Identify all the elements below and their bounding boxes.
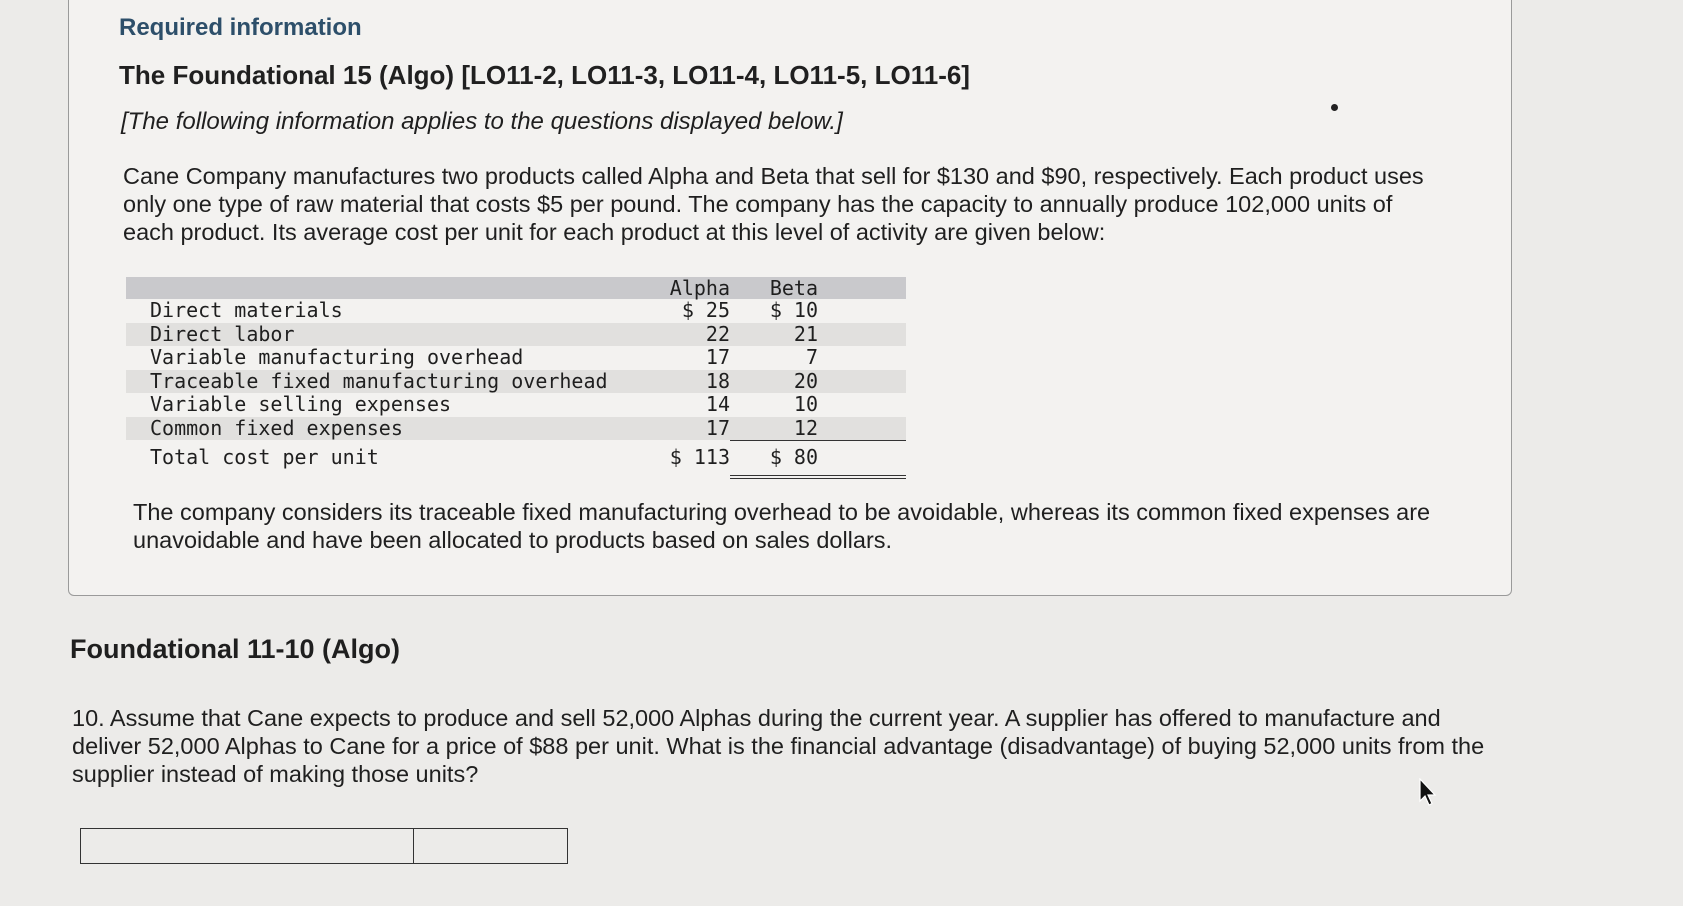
answer-amount-cell[interactable] [414,829,567,863]
answer-row [80,828,568,864]
beta-value: 10 [793,392,818,416]
total-label: Total cost per unit [150,445,379,469]
mouse-pointer-icon [1418,778,1438,808]
answer-amount-input[interactable] [414,829,567,863]
column-header-alpha: Alpha [669,276,730,300]
table-row [126,370,906,394]
table-header-row [126,277,906,299]
applies-note: [The following information applies to the questions displayed below.] [121,108,843,135]
alpha-value: 17 [705,345,730,369]
alpha-value: 22 [705,321,730,346]
total-double-rule [730,475,906,479]
cost-per-unit-table [126,277,906,474]
beta-total: $ 80 [769,445,818,469]
row-label: Variable manufacturing overhead [150,345,524,369]
table-row [126,323,906,347]
alpha-total: $ 113 [669,445,730,469]
subtotal-rule [730,440,906,441]
row-label: Direct materials [150,298,343,322]
table-row [126,417,906,441]
alpha-value: 18 [705,368,730,393]
alpha-value: $ 25 [681,298,730,322]
row-label: Common fixed expenses [150,415,403,440]
row-label: Direct labor [150,321,295,346]
alpha-value: 14 [705,392,730,416]
table-row [126,346,906,370]
beta-value: 20 [793,368,818,393]
beta-value: 7 [805,345,818,369]
required-information-heading: Required information [119,14,362,41]
question-section-title: Foundational 11-10 (Algo) [70,634,401,664]
beta-value: $ 10 [769,298,818,322]
answer-label-input[interactable] [81,829,413,863]
row-label: Variable selling expenses [150,392,452,416]
problem-intro: Cane Company manufactures two products called Alpha and Beta that sell for $130 and $90, respectively. Each product uses only one type of raw material that costs $5 per pound. The company has the capacity to annually produce 102,000 units of each product. Its average cost per unit for each product at this level of activity are given below: [123,163,1424,245]
beta-value: 12 [793,415,818,440]
total-row [126,440,906,474]
table-row [126,393,906,417]
row-label: Traceable fixed manufacturing overhead [150,368,608,393]
answer-label-cell[interactable] [81,829,414,863]
alpha-value: 17 [705,415,730,440]
closing-paragraph: The company considers its traceable fixed manufacturing overhead to be avoidable, whereas its common fixed expenses are unavoidable and have been allocated to products based on sales dollars. [133,499,1431,553]
beta-value: 21 [793,321,818,346]
column-header-beta: Beta [769,276,818,300]
table-row [126,299,906,323]
stray-dot [1331,104,1338,111]
question-text: 10. Assume that Cane expects to produce and sell 52,000 Alphas during the current year. A supplier has offered to manufacture and deliver 52,000 Alphas to Cane for a price of $88 per unit. What is the financial advantage (disadvantage) of buying 52,000 units from the supplier instead of making those units? [72,705,1485,787]
problem-title: The Foundational 15 (Algo) [LO11-2, LO11-3, LO11-4, LO11-5, LO11-6] [119,60,970,90]
